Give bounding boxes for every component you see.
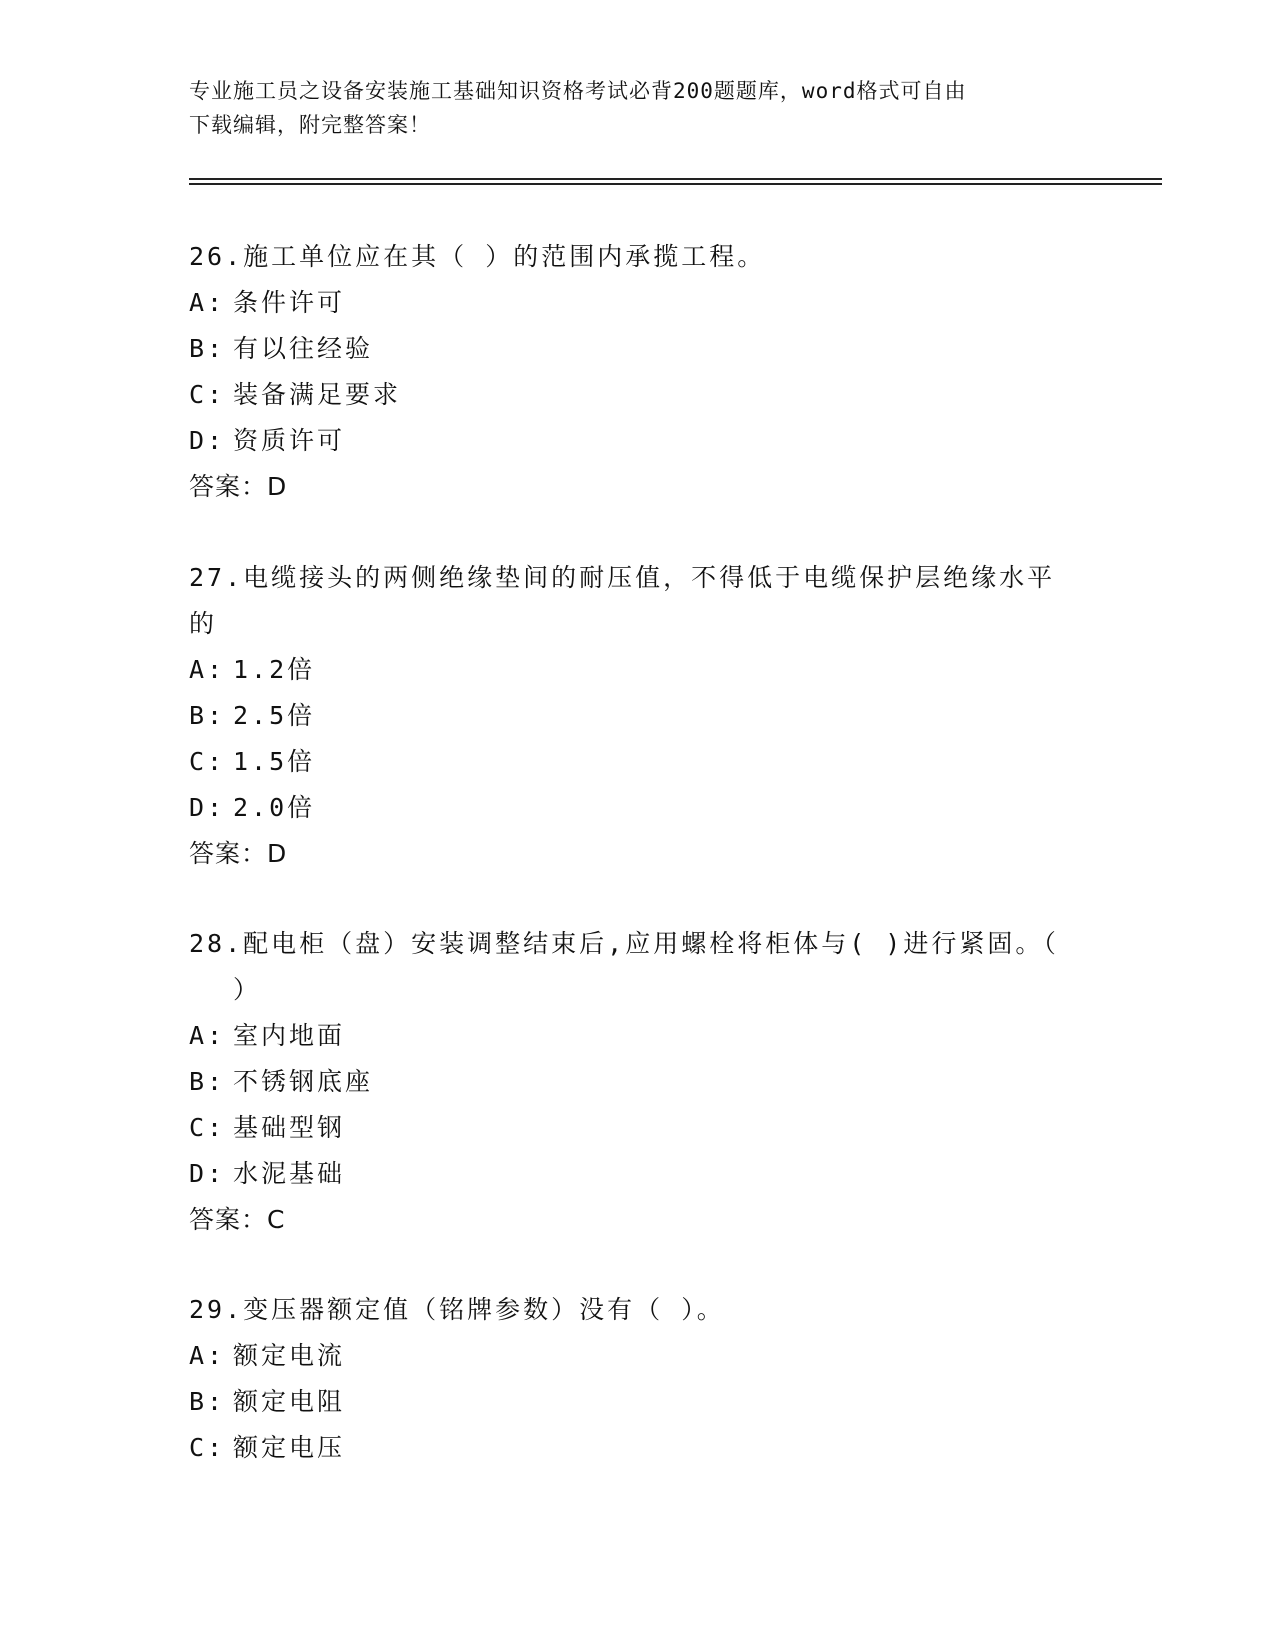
option-text: 额定电流 <box>233 1341 346 1370</box>
question-stem: 29.变压器额定值（铭牌参数）没有（ ）。 <box>189 1295 725 1324</box>
option-text: 1.5倍 <box>233 747 316 776</box>
option-letter: B: <box>189 1067 226 1096</box>
option-letter: C: <box>189 380 226 409</box>
option-c <box>189 739 1089 785</box>
question-26 <box>189 234 1089 510</box>
option-a <box>189 280 1089 326</box>
answer-line: 答案：D <box>189 839 288 868</box>
option-b <box>189 693 1089 739</box>
option-letter: C: <box>189 1113 226 1142</box>
option-text: 不锈钢底座 <box>233 1067 374 1096</box>
question-27 <box>189 555 1089 877</box>
option-c <box>189 1425 1089 1471</box>
option-text: 基础型钢 <box>233 1113 346 1142</box>
option-text: 资质许可 <box>233 426 346 455</box>
option-letter: A: <box>189 655 226 684</box>
document-header <box>189 74 1069 142</box>
option-b <box>189 1059 1089 1105</box>
option-b <box>189 1379 1089 1425</box>
option-b <box>189 326 1089 372</box>
question-stem: 27.电缆接头的两侧绝缘垫间的耐压值，不得低于电缆保护层绝缘水平 <box>189 563 1056 592</box>
option-text: 有以往经验 <box>233 334 374 363</box>
answer-line: 答案：C <box>189 1205 286 1234</box>
question-stem-continuation: 的 <box>189 609 218 638</box>
option-c <box>189 372 1089 418</box>
option-text: 条件许可 <box>233 288 346 317</box>
option-text: 室内地面 <box>233 1021 346 1050</box>
header-line-2: 下载编辑，附完整答案！ <box>189 113 431 137</box>
option-letter: B: <box>189 1387 226 1416</box>
option-letter: D: <box>189 426 226 455</box>
question-stem: 26.施工单位应在其（ ）的范围内承揽工程。 <box>189 242 766 271</box>
header-divider-top <box>189 178 1162 180</box>
option-text: 额定电压 <box>233 1433 346 1462</box>
option-letter: A: <box>189 1021 226 1050</box>
option-text: 2.5倍 <box>233 701 316 730</box>
question-29 <box>189 1287 1089 1471</box>
option-letter: B: <box>189 701 226 730</box>
option-text: 装备满足要求 <box>233 380 402 409</box>
option-a <box>189 1013 1089 1059</box>
option-a <box>189 647 1089 693</box>
question-stem-continuation <box>189 967 1089 1013</box>
header-line-1: 专业施工员之设备安装施工基础知识资格考试必背200题题库，word格式可自由 <box>189 79 967 103</box>
option-d <box>189 785 1089 831</box>
question-stem: 28.配电柜（盘）安装调整结束后,应用螺栓将柜体与( )进行紧固。（ <box>189 929 1059 958</box>
option-letter: D: <box>189 1159 226 1188</box>
header-divider-bottom <box>189 183 1162 185</box>
option-text: 水泥基础 <box>233 1159 346 1188</box>
option-text: 额定电阻 <box>233 1387 346 1416</box>
question-28 <box>189 921 1089 1243</box>
option-d <box>189 418 1089 464</box>
option-letter: A: <box>189 1341 226 1370</box>
option-letter: C: <box>189 1433 226 1462</box>
option-letter: B: <box>189 334 226 363</box>
option-text: 1.2倍 <box>233 655 316 684</box>
stem-continuation-text: ） <box>233 975 262 1004</box>
answer-line: 答案：D <box>189 472 288 501</box>
option-d <box>189 1151 1089 1197</box>
option-letter: D: <box>189 793 226 822</box>
option-c <box>189 1105 1089 1151</box>
option-a <box>189 1333 1089 1379</box>
option-text: 2.0倍 <box>233 793 316 822</box>
option-letter: C: <box>189 747 226 776</box>
option-letter: A: <box>189 288 226 317</box>
